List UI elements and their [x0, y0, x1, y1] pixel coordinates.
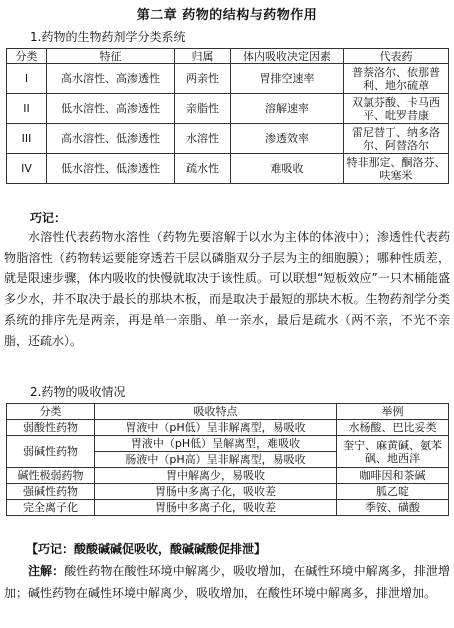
drugs-cell: 普萘洛尔、依那普利、地尔硫䓬 [344, 64, 449, 94]
header-cell: 归属 [175, 49, 231, 64]
note-label: 注解： [28, 564, 65, 578]
factor-cell: 胃排空速率 [231, 64, 344, 94]
section2-heading: 2.药物的吸收情况 [30, 385, 126, 399]
factor-cell: 难吸收 [231, 154, 344, 184]
drugs-cell: 双氯芬酸、卡马西平、吡罗昔康 [344, 94, 449, 124]
note-paragraph [4, 560, 450, 604]
example-cell: 胍乙啶 [337, 484, 449, 500]
feature-cell: 高水溶性、高渗透性 [47, 64, 175, 94]
class-cell: IV [7, 154, 47, 184]
attribution-cell: 亲脂性 [175, 94, 231, 124]
factor-cell: 溶解速率 [231, 94, 344, 124]
category-cell: 碱性极弱药物 [7, 468, 95, 484]
table-row [7, 484, 449, 500]
example-cell: 季铵、磺酸 [337, 500, 449, 516]
factor-cell: 渗透效率 [231, 124, 344, 154]
header-cell: 分类 [7, 49, 47, 64]
category-cell: 强碱性药物 [7, 484, 95, 500]
example-cell: 奎宁、麻黄碱、氨苯砜、地西泮 [337, 436, 449, 468]
example-cell: 咖啡因和茶碱 [337, 468, 449, 484]
feature-cell: 低水溶性、高渗透性 [47, 94, 175, 124]
absorption-table [6, 403, 449, 516]
table-row [7, 420, 449, 436]
class-cell: I [7, 64, 47, 94]
feature-cell: 胃液中（pH低）呈非解离型，易吸收 [95, 420, 337, 436]
category-cell: 完全离子化 [7, 500, 95, 516]
attribution-cell: 水溶性 [175, 124, 231, 154]
table-row [7, 154, 449, 184]
feature-cell: 高水溶性、低渗透性 [47, 124, 175, 154]
header-cell: 举例 [337, 404, 449, 420]
drugs-cell: 特非那定、酮洛芬、呋塞米 [344, 154, 449, 184]
table-row [7, 124, 449, 154]
attribution-cell: 两亲性 [175, 64, 231, 94]
tip1-label: 巧记： [30, 211, 67, 225]
table-row [7, 500, 449, 516]
table-row [7, 436, 449, 452]
feature-cell: 胃液中（pH低）呈解离型，难吸收 [95, 436, 337, 452]
table-header-row [7, 49, 449, 64]
section1-heading: 1.药物的生物药剂学分类系统 [30, 30, 186, 44]
feature-cell: 胃肠中多离子化，吸收差 [95, 500, 337, 516]
feature-cell: 胃中解离少，易吸收 [95, 468, 337, 484]
table-header-row [7, 404, 449, 420]
chapter-title: 第二章 药物的结构与药物作用 [136, 8, 318, 23]
class-cell: III [7, 124, 47, 154]
tip2-mnemonic: 【巧记：酸酸碱碱促吸收，酸碱碱酸促排泄】 [26, 542, 267, 556]
header-cell: 特征 [47, 49, 175, 64]
bcs-classification-table [6, 48, 449, 184]
category-cell: 弱酸性药物 [7, 420, 95, 436]
attribution-cell: 疏水性 [175, 154, 231, 184]
header-cell: 吸收特点 [95, 404, 337, 420]
drugs-cell: 雷尼替丁、纳多洛尔、阿替洛尔 [344, 124, 449, 154]
header-cell: 分类 [7, 404, 95, 420]
table-row [7, 468, 449, 484]
feature-cell: 肠液中（pH高）呈非解离型，易吸收 [95, 452, 337, 468]
tip1-paragraph: 水溶性代表药物水溶性（药物先要溶解于以水为主体的体液中）；渗透性代表药物脂溶性（药物转运要能穿透若干层以磷脂双分子层为主的细胞膜）；哪种性质差，就是限速步骤，体内吸收的快慢就取决于该性质。可以联想“短板效应”一只木桶能盛多少水，并不取决于最长的那块木板，而是取决于最短的那块木板。生物药剂学分类系统的排序先是两亲，再是单一亲脂、单一亲水，最后是疏水（两不亲，不光不亲脂，还疏水）。 [4, 230, 450, 348]
feature-cell: 低水溶性、低渗透性 [47, 154, 175, 184]
table-row [7, 94, 449, 124]
header-cell: 代表药 [344, 49, 449, 64]
feature-cell: 胃肠中多离子化，吸收差 [95, 484, 337, 500]
class-cell: II [7, 94, 47, 124]
example-cell: 水杨酸、巴比妥类 [337, 420, 449, 436]
note-text: 酸性药物在酸性环境中解离少，吸收增加，在碱性环境中解离多，排泄增加；碱性药物在碱性环境中解离少，吸收增加，在酸性环境中解离多，排泄增加。 [4, 564, 450, 600]
category-cell: 弱碱性药物 [7, 436, 95, 468]
header-cell: 体内吸收决定因素 [231, 49, 344, 64]
table-row [7, 64, 449, 94]
